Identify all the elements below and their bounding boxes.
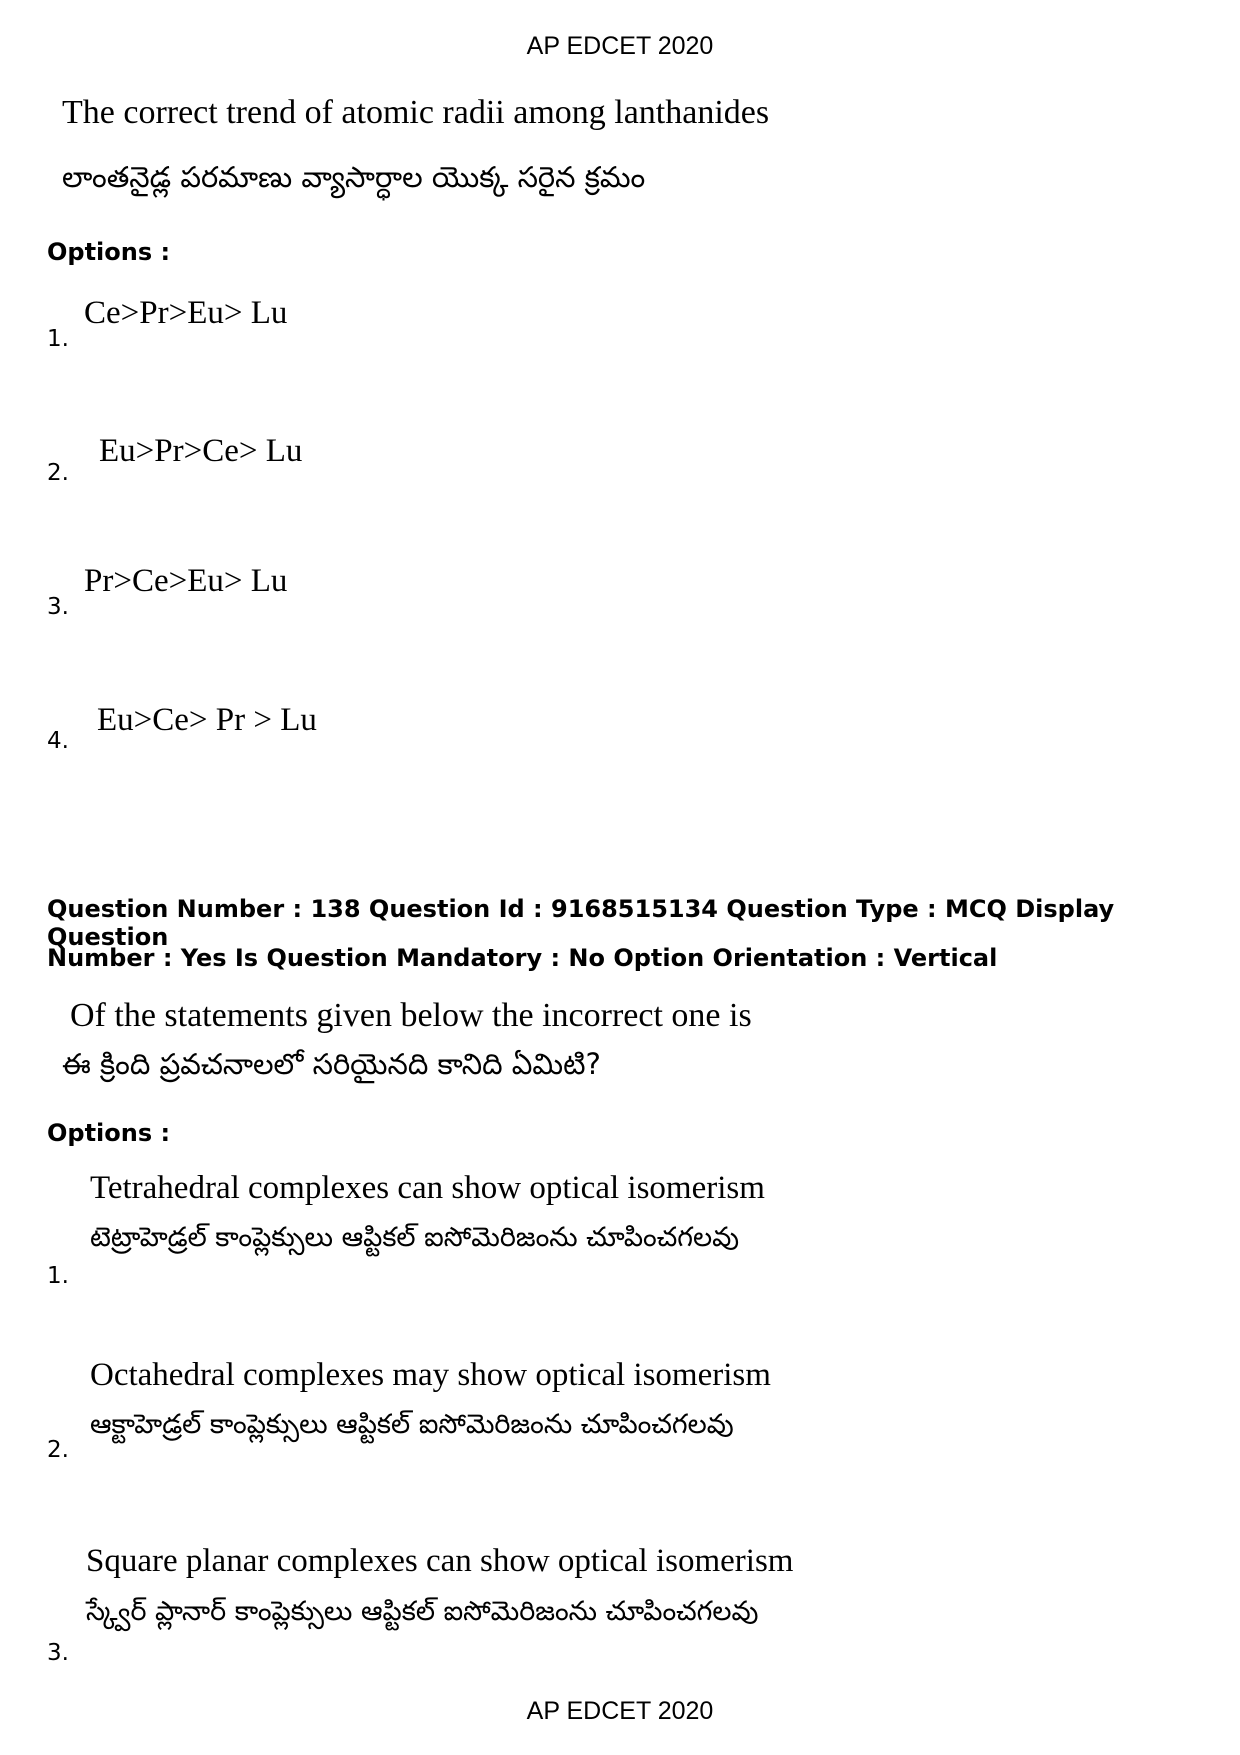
option-number: 1. <box>47 1263 69 1289</box>
question-text-telugu: లాంతనైడ్ల పరమాణు వ్యాసార్ధాల యొక్క సరైన క్రమం <box>62 160 646 194</box>
page-footer: AP EDCET 2020 <box>526 1697 714 1725</box>
option-number: 2. <box>47 1437 69 1463</box>
option-number: 3. <box>47 1640 69 1666</box>
question-meta-line1: Question Number : 138 Question Id : 9168515134 Question Type : MCQ Display Question <box>47 895 1115 951</box>
question-text-telugu: ఈ క్రింది ప్రవచనాలలో సరియైనది కానిది ఏమిటి? <box>62 1047 601 1081</box>
option-text-telugu: టెట్రాహెడ్రల్ కాంప్లెక్సులు ఆప్టికల్ ఐసోమెరిజంను చూపించగలవు <box>90 1222 740 1253</box>
option-number: 4. <box>47 728 69 754</box>
option-text-english: Tetrahedral complexes can show optical isomerism <box>90 1170 765 1206</box>
option-text: Ce>Pr>Eu> Lu <box>84 295 288 331</box>
option-text-telugu: స్క్వేర్ ప్లానార్ కాంప్లెక్సులు ఆప్టికల్ ఐసోమెరిజంను చూపించగలవు <box>86 1596 759 1627</box>
option-number: 2. <box>47 460 69 486</box>
question-text-english: The correct trend of atomic radii among lanthanides <box>62 94 770 131</box>
options-label: Options : <box>47 1119 171 1147</box>
option-text: Eu>Pr>Ce> Lu <box>99 433 303 469</box>
option-text: Eu>Ce> Pr > Lu <box>97 702 317 738</box>
page-header: AP EDCET 2020 <box>526 32 714 60</box>
question-meta-line2: Number : Yes Is Question Mandatory : No Option Orientation : Vertical <box>47 944 998 972</box>
question-text-english: Of the statements given below the incorrect one is <box>70 997 752 1034</box>
option-text-english: Square planar complexes can show optical isomerism <box>86 1543 794 1579</box>
option-text-telugu: ఆక్టాహెడ్రల్ కాంప్లెక్సులు ఆప్టికల్ ఐసోమెరిజంను చూపించగలవు <box>90 1409 734 1440</box>
option-number: 1. <box>47 326 69 352</box>
option-text-english: Octahedral complexes may show optical isomerism <box>90 1357 771 1393</box>
options-label: Options : <box>47 238 171 266</box>
option-text: Pr>Ce>Eu> Lu <box>84 563 288 599</box>
option-number: 3. <box>47 594 69 620</box>
